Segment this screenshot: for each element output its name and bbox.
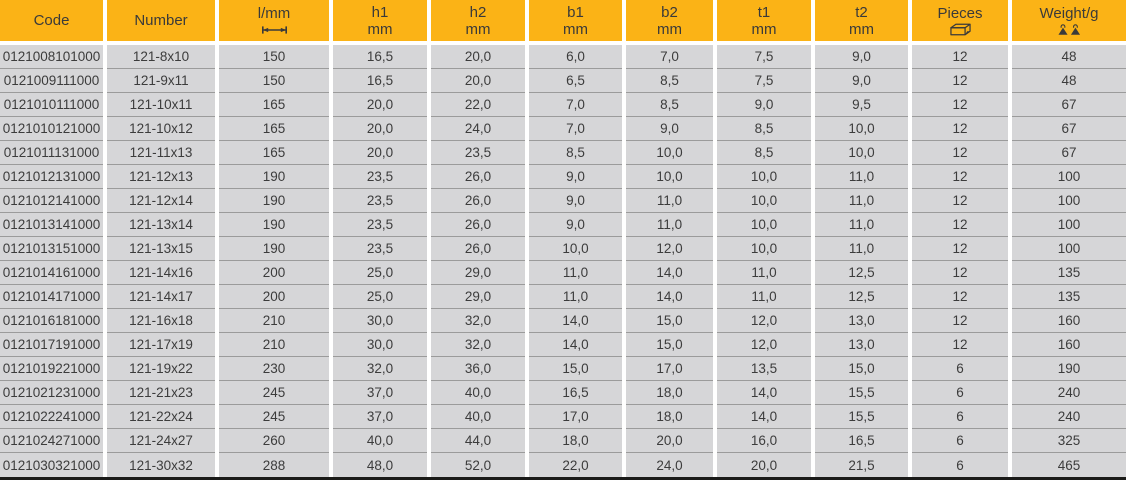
cell-t2: 11,0: [815, 237, 908, 261]
cell-length: 190: [219, 165, 329, 189]
cell-b1: 15,0: [529, 357, 622, 381]
cell-number: 121-21x23: [107, 381, 215, 405]
cell-length: 245: [219, 405, 329, 429]
length-dimension-icon-wrap: [261, 23, 288, 36]
cell-t1: 14,0: [717, 381, 811, 405]
cell-code: 0121010121000: [0, 117, 103, 141]
cell-weight: 67: [1012, 93, 1126, 117]
cell-t1: 10,0: [717, 189, 811, 213]
cell-t1: 12,0: [717, 309, 811, 333]
cell-h1: 16,5: [333, 69, 427, 93]
table-row: [0, 141, 1126, 165]
cell-h1: 37,0: [333, 405, 427, 429]
cell-h2: 26,0: [431, 165, 525, 189]
cell-t2: 15,5: [815, 381, 908, 405]
cell-weight: 240: [1012, 405, 1126, 429]
cell-b2: 8,5: [626, 93, 713, 117]
cell-b2: 14,0: [626, 285, 713, 309]
cell-code: 0121024271000: [0, 429, 103, 453]
cell-b2: 24,0: [626, 453, 713, 477]
cell-length: 165: [219, 93, 329, 117]
cell-pieces: 12: [912, 69, 1008, 93]
column-unit-label: mm: [367, 20, 393, 38]
cell-b1: 9,0: [529, 189, 622, 213]
cell-b2: 17,0: [626, 357, 713, 381]
cell-length: 200: [219, 285, 329, 309]
cell-t2: 16,5: [815, 429, 908, 453]
cell-t1: 11,0: [717, 261, 811, 285]
length-dimension-icon: [261, 25, 288, 35]
cell-weight: 67: [1012, 117, 1126, 141]
cell-pieces: 12: [912, 45, 1008, 69]
table-row: [0, 117, 1126, 141]
cell-t1: 10,0: [717, 237, 811, 261]
cell-b1: 16,5: [529, 381, 622, 405]
cell-number: 121-17x19: [107, 333, 215, 357]
cell-h2: 22,0: [431, 93, 525, 117]
cell-pieces: 6: [912, 381, 1008, 405]
table-row: [0, 381, 1126, 405]
cell-t2: 12,5: [815, 261, 908, 285]
cell-weight: 135: [1012, 261, 1126, 285]
cell-t2: 11,0: [815, 189, 908, 213]
cell-t2: 9,0: [815, 69, 908, 93]
cell-code: 0121010111000: [0, 93, 103, 117]
cell-b1: 9,0: [529, 213, 622, 237]
cell-code: 0121016181000: [0, 309, 103, 333]
cell-code: 0121012131000: [0, 165, 103, 189]
cell-number: 121-30x32: [107, 453, 215, 477]
cell-t2: 13,0: [815, 309, 908, 333]
table-row: [0, 45, 1126, 69]
cell-h1: 30,0: [333, 309, 427, 333]
cell-pieces: 12: [912, 333, 1008, 357]
cell-pieces: 12: [912, 213, 1008, 237]
table-row: [0, 261, 1126, 285]
cell-weight: 100: [1012, 189, 1126, 213]
cell-b1: 10,0: [529, 237, 622, 261]
cell-t1: 8,5: [717, 141, 811, 165]
cell-number: 121-9x11: [107, 69, 215, 93]
cell-code: 0121012141000: [0, 189, 103, 213]
cell-h2: 26,0: [431, 237, 525, 261]
column-unit-label: mm: [751, 20, 777, 38]
cell-code: 0121017191000: [0, 333, 103, 357]
cell-h2: 32,0: [431, 333, 525, 357]
cell-b2: 18,0: [626, 405, 713, 429]
column-label: Code: [33, 12, 70, 29]
cell-pieces: 12: [912, 141, 1008, 165]
cell-length: 190: [219, 237, 329, 261]
column-label: b1: [567, 3, 584, 21]
column-header-h1: [333, 0, 427, 41]
cell-h1: 23,5: [333, 213, 427, 237]
column-header-t1: [717, 0, 811, 41]
cell-b2: 12,0: [626, 237, 713, 261]
cell-h2: 26,0: [431, 189, 525, 213]
cell-b2: 9,0: [626, 117, 713, 141]
cell-pieces: 12: [912, 261, 1008, 285]
cell-pieces: 6: [912, 405, 1008, 429]
cell-h1: 16,5: [333, 45, 427, 69]
cell-t2: 11,0: [815, 165, 908, 189]
table-row: [0, 453, 1126, 477]
column-header-code: [0, 0, 103, 41]
cell-b1: 6,0: [529, 45, 622, 69]
cell-length: 260: [219, 429, 329, 453]
cell-length: 245: [219, 381, 329, 405]
cell-length: 210: [219, 333, 329, 357]
scales-icon-wrap: [1058, 23, 1081, 36]
cell-t2: 10,0: [815, 141, 908, 165]
cell-length: 150: [219, 45, 329, 69]
table-row: [0, 357, 1126, 381]
cell-number: 121-8x10: [107, 45, 215, 69]
cell-t1: 9,0: [717, 93, 811, 117]
table-row: [0, 189, 1126, 213]
cell-weight: 100: [1012, 213, 1126, 237]
table-row: [0, 429, 1126, 453]
cell-b1: 17,0: [529, 405, 622, 429]
cell-t2: 10,0: [815, 117, 908, 141]
table-row: [0, 237, 1126, 261]
cell-b1: 7,0: [529, 93, 622, 117]
cell-t1: 10,0: [717, 165, 811, 189]
cell-h2: 29,0: [431, 261, 525, 285]
cell-weight: 240: [1012, 381, 1126, 405]
cell-weight: 67: [1012, 141, 1126, 165]
package-icon-wrap: [950, 23, 971, 36]
column-label: t1: [757, 3, 771, 21]
cell-h1: 32,0: [333, 357, 427, 381]
cell-pieces: 6: [912, 453, 1008, 477]
cell-b1: 8,5: [529, 141, 622, 165]
cell-t1: 14,0: [717, 405, 811, 429]
cell-number: 121-12x13: [107, 165, 215, 189]
cell-code: 0121009111000: [0, 69, 103, 93]
column-label: Weight/g: [1039, 5, 1099, 22]
cell-length: 288: [219, 453, 329, 477]
column-label: b2: [661, 3, 678, 21]
cell-weight: 190: [1012, 357, 1126, 381]
column-label: l/mm: [257, 5, 291, 22]
column-unit-label: mm: [465, 20, 491, 38]
column-unit-label: mm: [563, 20, 588, 38]
cell-code: 0121008101000: [0, 45, 103, 69]
cell-pieces: 6: [912, 429, 1008, 453]
cell-b1: 14,0: [529, 333, 622, 357]
cell-weight: 135: [1012, 285, 1126, 309]
table-header: [0, 0, 1126, 41]
cell-t1: 13,5: [717, 357, 811, 381]
cell-code: 0121013141000: [0, 213, 103, 237]
cell-b1: 14,0: [529, 309, 622, 333]
cell-b2: 11,0: [626, 189, 713, 213]
cell-b1: 11,0: [529, 261, 622, 285]
cell-code: 0121014161000: [0, 261, 103, 285]
cell-number: 121-14x16: [107, 261, 215, 285]
cell-h1: 48,0: [333, 453, 427, 477]
column-header-number: [107, 0, 215, 41]
column-label: t2: [855, 3, 868, 21]
cell-h2: 29,0: [431, 285, 525, 309]
cell-number: 121-14x17: [107, 285, 215, 309]
cell-b1: 22,0: [529, 453, 622, 477]
cell-t1: 12,0: [717, 333, 811, 357]
cell-h1: 25,0: [333, 285, 427, 309]
cell-code: 0121030321000: [0, 453, 103, 477]
cell-h2: 24,0: [431, 117, 525, 141]
column-unit-label: mm: [657, 20, 682, 38]
column-header-b2: [626, 0, 713, 41]
cell-t1: 7,5: [717, 69, 811, 93]
table-body: [0, 45, 1126, 477]
table-row: [0, 333, 1126, 357]
column-header-pieces: [912, 0, 1008, 41]
cell-t2: 21,5: [815, 453, 908, 477]
cell-b2: 8,5: [626, 69, 713, 93]
cell-length: 210: [219, 309, 329, 333]
cell-h1: 37,0: [333, 381, 427, 405]
cell-pieces: 12: [912, 93, 1008, 117]
cell-b1: 9,0: [529, 165, 622, 189]
cell-b2: 11,0: [626, 213, 713, 237]
cell-h2: 40,0: [431, 381, 525, 405]
cell-number: 121-19x22: [107, 357, 215, 381]
column-unit-label: mm: [849, 20, 874, 38]
cell-h1: 30,0: [333, 333, 427, 357]
cell-t2: 11,0: [815, 213, 908, 237]
cell-number: 121-16x18: [107, 309, 215, 333]
cell-h1: 40,0: [333, 429, 427, 453]
cell-h1: 23,5: [333, 165, 427, 189]
cell-h1: 20,0: [333, 141, 427, 165]
cell-length: 190: [219, 213, 329, 237]
table-row: [0, 165, 1126, 189]
column-header-length: [219, 0, 329, 41]
cell-h2: 20,0: [431, 69, 525, 93]
cell-t1: 11,0: [717, 285, 811, 309]
cell-b2: 15,0: [626, 309, 713, 333]
cell-length: 165: [219, 117, 329, 141]
cell-length: 230: [219, 357, 329, 381]
scales-icon: [1058, 24, 1081, 36]
cell-weight: 100: [1012, 165, 1126, 189]
cell-length: 200: [219, 261, 329, 285]
cell-h1: 20,0: [333, 117, 427, 141]
cell-length: 190: [219, 189, 329, 213]
cell-h2: 26,0: [431, 213, 525, 237]
cell-length: 165: [219, 141, 329, 165]
column-label: h1: [371, 3, 389, 21]
table-row: [0, 69, 1126, 93]
cell-b2: 14,0: [626, 261, 713, 285]
cell-code: 0121019221000: [0, 357, 103, 381]
cell-weight: 465: [1012, 453, 1126, 477]
column-header-t2: [815, 0, 908, 41]
cell-b2: 20,0: [626, 429, 713, 453]
cell-t2: 15,0: [815, 357, 908, 381]
table-row: [0, 405, 1126, 429]
column-label: Number: [134, 12, 188, 29]
cell-h2: 36,0: [431, 357, 525, 381]
cell-weight: 325: [1012, 429, 1126, 453]
cell-number: 121-12x14: [107, 189, 215, 213]
cell-code: 0121022241000: [0, 405, 103, 429]
cell-h1: 25,0: [333, 261, 427, 285]
cell-t2: 12,5: [815, 285, 908, 309]
cell-t1: 20,0: [717, 453, 811, 477]
cell-number: 121-13x15: [107, 237, 215, 261]
cell-h1: 23,5: [333, 189, 427, 213]
cell-weight: 48: [1012, 69, 1126, 93]
cell-weight: 160: [1012, 333, 1126, 357]
table-row: [0, 285, 1126, 309]
cell-b1: 18,0: [529, 429, 622, 453]
cell-number: 121-10x11: [107, 93, 215, 117]
cell-weight: 160: [1012, 309, 1126, 333]
cell-length: 150: [219, 69, 329, 93]
column-header-weight: [1012, 0, 1126, 41]
cell-t1: 8,5: [717, 117, 811, 141]
cell-pieces: 12: [912, 309, 1008, 333]
cell-t2: 9,0: [815, 45, 908, 69]
cell-h2: 32,0: [431, 309, 525, 333]
cell-b2: 10,0: [626, 141, 713, 165]
column-label: h2: [469, 3, 487, 21]
cell-pieces: 12: [912, 285, 1008, 309]
cell-number: 121-11x13: [107, 141, 215, 165]
cell-code: 0121011131000: [0, 141, 103, 165]
cell-b1: 6,5: [529, 69, 622, 93]
cell-number: 121-24x27: [107, 429, 215, 453]
cell-number: 121-10x12: [107, 117, 215, 141]
cell-b1: 11,0: [529, 285, 622, 309]
cell-b1: 7,0: [529, 117, 622, 141]
cell-pieces: 6: [912, 357, 1008, 381]
cell-weight: 48: [1012, 45, 1126, 69]
cell-number: 121-13x14: [107, 213, 215, 237]
cell-t2: 13,0: [815, 333, 908, 357]
cell-code: 0121021231000: [0, 381, 103, 405]
cell-b2: 18,0: [626, 381, 713, 405]
table-row: [0, 309, 1126, 333]
cell-b2: 10,0: [626, 165, 713, 189]
cell-t1: 10,0: [717, 213, 811, 237]
column-label: Pieces: [937, 5, 983, 22]
package-icon: [950, 23, 971, 36]
cell-pieces: 12: [912, 165, 1008, 189]
cell-code: 0121014171000: [0, 285, 103, 309]
table-row: [0, 93, 1126, 117]
cell-pieces: 12: [912, 117, 1008, 141]
column-header-b1: [529, 0, 622, 41]
cell-h2: 23,5: [431, 141, 525, 165]
cell-b2: 15,0: [626, 333, 713, 357]
cell-h1: 23,5: [333, 237, 427, 261]
cell-b2: 7,0: [626, 45, 713, 69]
cell-weight: 100: [1012, 237, 1126, 261]
cell-h2: 52,0: [431, 453, 525, 477]
table-row: [0, 213, 1126, 237]
cell-h1: 20,0: [333, 93, 427, 117]
column-header-h2: [431, 0, 525, 41]
cell-t2: 9,5: [815, 93, 908, 117]
cell-h2: 40,0: [431, 405, 525, 429]
cell-pieces: 12: [912, 189, 1008, 213]
cell-number: 121-22x24: [107, 405, 215, 429]
cell-t1: 16,0: [717, 429, 811, 453]
cell-h2: 20,0: [431, 45, 525, 69]
cell-pieces: 12: [912, 237, 1008, 261]
cell-code: 0121013151000: [0, 237, 103, 261]
cell-t2: 15,5: [815, 405, 908, 429]
cell-t1: 7,5: [717, 45, 811, 69]
cell-h2: 44,0: [431, 429, 525, 453]
